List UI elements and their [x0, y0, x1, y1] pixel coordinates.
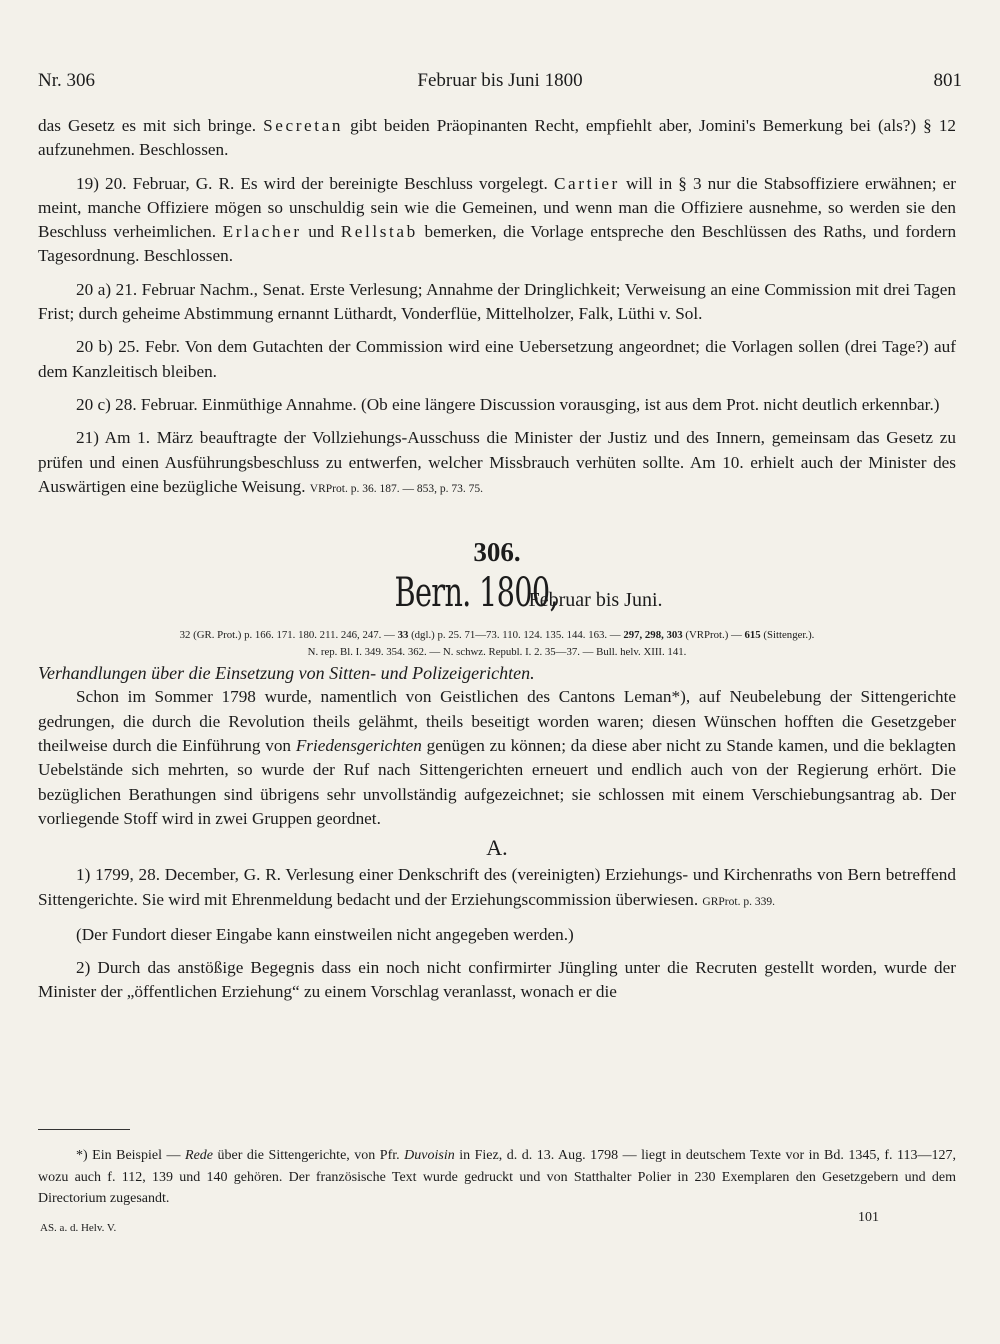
source-references [38, 627, 956, 661]
section-place-date [38, 571, 956, 623]
source-line-1: 32 (GR. Prot.) p. 166. 171. 180. 211. 246, 247. — 33 (dgl.) p. 25. 71—73. 110. 124. 135. 144. 163. — 297, 298, 303 (VRProt.) — 615 (Sittenger.). [179, 629, 815, 642]
speaker-name: Secretan [263, 116, 344, 135]
protocol-reference: VRProt. p. 36. 187. — 853, p. 73. 75. [309, 482, 483, 495]
paragraph-continuation: das Gesetz es mit sich bringe. Secretan gibt beiden Präopinanten Recht, empfiehlt aber, Jomini's Bemerkung bei (als?) § 12 aufzunehmen. Beschlossen. [38, 116, 957, 160]
protocol-reference: GRProt. p. 339. [702, 895, 775, 908]
header-issue-number: Nr. 306 [38, 70, 95, 91]
section-place: Bern. 1800, [394, 570, 559, 617]
sheet-number: 101 [858, 1210, 879, 1225]
section-number: 306. [473, 537, 521, 568]
signature-mark: AS. a. d. Helv. V. [40, 1222, 117, 1234]
paragraph-19: 19) 20. Februar, G. R. Es wird der bereinigte Beschluss vorgelegt. Cartier will in § 3 nur die Stabsoffiziere erwähnen; er meint, manche Offiziere mögen so unschuldig sein wie die Gemeinen, und wenn man die Offiziere ausnehme, so werden sie den Beschluss verheimlichen. Erlacher und Rellstab bemerken, die Vorlage entspreche den Beschlüssen des Raths, und fordern Tagesordnung. Beschlossen. [38, 173, 957, 266]
speaker-name: Cartier [553, 173, 620, 193]
main-text [38, 114, 956, 1005]
part-letter: A. [486, 835, 508, 861]
paragraph-20b: 20 b) 25. Febr. Von dem Gutachten der Commission wird eine Uebersetzung angeordnet; die Vorlagen sollen (drei Tage?) auf dem Kanzleitisch bleiben. [38, 337, 956, 381]
emphasis: Friedensgerichten [295, 736, 422, 756]
header-title: Februar bis Juni 1800 [417, 70, 583, 91]
section-title: Verhandlungen über die Einsetzung von Sitten- und Polizeigerichten. [38, 663, 535, 684]
source-line-2: N. rep. Bl. I. 349. 354. 362. — N. schwz. Republ. I. 2. 35—37. — Bull. helv. XIII. 141. [307, 646, 687, 659]
paragraph-20a: 20 a) 21. Februar Nachm., Senat. Erste Verlesung; Annahme der Dringlichkeit; Verweisung an eine Commission mit drei Tagen Frist; durch geheime Abstimmung ernannt Lüthardt, Vonderflüe, Mittelholzer, Falk, Lüthi v. Sol. [38, 279, 956, 324]
header-page-number: 801 [933, 70, 962, 91]
paragraph-20c: 20 c) 28. Februar. Einmüthige Annahme. (Ob eine längere Discussion vorausging, ist aus dem Prot. nicht deutlich erkennbar.) [76, 394, 940, 414]
intro-paragraph: Schon im Sommer 1798 wurde, namentlich von Geistlichen des Cantons Leman*), auf Neubelebung der Sittengerichte gedrungen, die durch die Revolution theils gelähmt, theils beseitigt worden waren; diesen Wünschen hofften die Gesetzgeber theilweise durch die Einführung von Friedensgerichten genügen zu können; da diese aber nicht zu Stande kamen, und die beklagten Uebelstände sich mehrten, so wurde der Ruf nach Sittengerichten erneuert und endlich auch von der Regierung erhört. Die bezüglichen Berathungen sind übrigens sehr unvollständig aufgezeichnet; sie schlossen mit einem Verschiebungsantrag ab. Der vorliegende Stoff wird in zwei Gruppen geordnet. [38, 687, 957, 828]
section-period: Februar bis Juni. [528, 589, 663, 612]
page-header [38, 70, 962, 98]
item-1-note: (Der Fundort dieser Eingabe kann einstweilen nicht angegeben werden.) [76, 924, 574, 944]
footnote-divider [38, 1129, 130, 1130]
speaker-name: Erlacher [222, 222, 302, 242]
item-2: 2) Durch das anstößige Begegnis dass ein noch nicht confirmirter Jüngling unter die Recruten gestellt worden, wurde der Minister der „öffentlichen Erziehung“ zu einem Vorschlag veranlasst, wonach er die [38, 958, 956, 1002]
speaker-name: Rellstab [340, 222, 418, 242]
footnote: *) Ein Beispiel — Rede über die Sittengerichte, von Pfr. Duvoisin in Fiez, d. d. 13. Aug. 1798 — liegt in deutschem Texte vor in Bd. 1345, f. 113—127, wozu auch f. 112, 139 und 140 gehören. Der französische Text wurde gedruckt und von Statthalter Polier in 230 Exemplaren den Gesetzgebern und dem Directorium zugesandt. [38, 1148, 957, 1206]
paragraph-21: 21) Am 1. März beauftragte der Vollziehungs-Ausschuss die Minister der Justiz und des Innern, gemeinsam das Gesetz zu prüfen und einen Ausführungsbeschluss zu entwerfen, welcher Missbrauch verhüten sollte. Am 10. erhielt auch der Minister des Auswärtigen eine bezügliche Weisung. VRProt. p. 36. 187. — 853, p. 73. 75. [38, 428, 956, 496]
item-1: 1) 1799, 28. December, G. R. Verlesung einer Denkschrift des (vereinigten) Erziehungs- und Kirchenraths von Bern betreffend Sittengerichte. Sie wird mit Ehrenmeldung bedacht und der Erziehungscommission überwiesen. GRProt. p. 339. [38, 865, 956, 909]
